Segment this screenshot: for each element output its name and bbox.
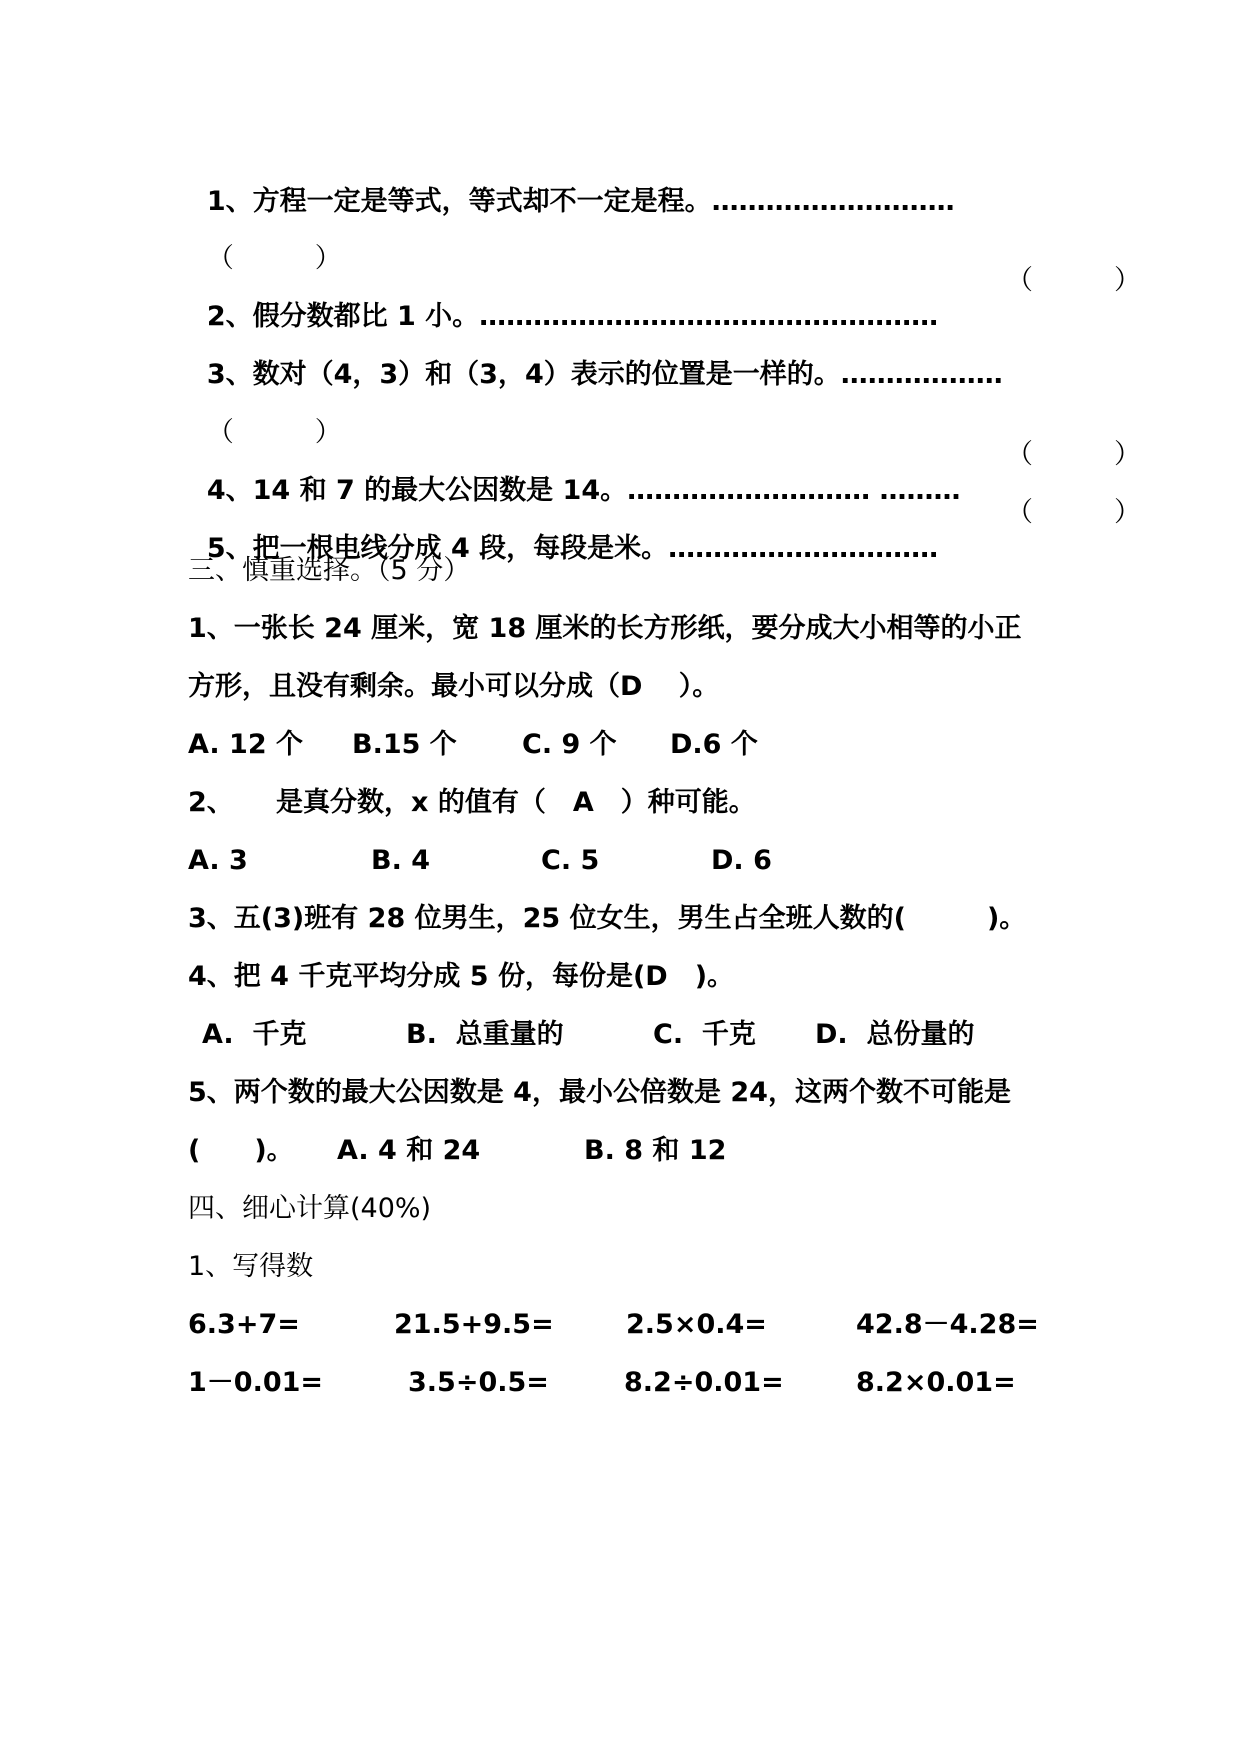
choice-q5-option-a[interactable]: A. 4 和 24 <box>337 1135 481 1166</box>
choice-q1-line1: 1、一张长 24 厘米，宽 18 厘米的长方形纸，要分成大小相等的小正 <box>188 613 1022 644</box>
judge-item-3-blank[interactable]: （ ） <box>206 417 342 448</box>
judge-item-1-blank[interactable]: （ ） <box>206 243 342 274</box>
choice-q3-text: 3、五(3)班有 28 位男生，25 位女生，男生占全班人数的( )。 <box>188 903 1027 934</box>
calc-item[interactable]: 2.5×0.4= <box>626 1309 767 1340</box>
choice-q4-option-b[interactable]: B. 总重量的 <box>406 1019 564 1050</box>
calc-item[interactable]: 21.5+9.5= <box>394 1309 554 1340</box>
calc-item[interactable]: 8.2×0.01= <box>856 1367 1016 1398</box>
section-calc-title: 四、细心计算(40%) <box>188 1193 432 1224</box>
choice-q1-option-b[interactable]: B.15 个 <box>352 729 457 760</box>
judge-item-5 <box>188 495 1141 564</box>
choice-q4-text: 4、把 4 千克平均分成 5 份，每份是(D )。 <box>188 961 735 992</box>
choice-q2-option-d[interactable]: D. 6 <box>711 845 772 876</box>
choice-q2-option-c[interactable]: C. 5 <box>541 845 600 876</box>
choice-q5-line1: 5、两个数的最大公因数是 4，最小公倍数是 24，这两个数不可能是 <box>188 1077 1011 1108</box>
judge-item-4-text: 4、14 和 7 的最大公因数是 14。……………………… ……… <box>206 475 961 506</box>
judge-item-4 <box>188 437 1141 506</box>
choice-q2-text: 是真分数，x 的值有（ A ）种可能。 <box>276 787 756 818</box>
choice-q1-option-a[interactable]: A. 12 个 <box>188 729 304 760</box>
judge-item-1-answer <box>188 205 1141 274</box>
choice-q1-option-d[interactable]: D.6 个 <box>670 729 758 760</box>
judge-item-1-text: 1、方程一定是等式，等式却不一定是程。……………………… <box>206 186 955 217</box>
calc-item[interactable]: 8.2÷0.01= <box>624 1367 784 1398</box>
judge-item-5-text: 5、把一根电线分成 4 段，每段是米。………………………… <box>206 533 939 564</box>
choice-q5-blank[interactable]: ( )。 <box>188 1135 294 1166</box>
judge-item-2 <box>188 263 1141 332</box>
choice-q4-option-d[interactable]: D. 总份量的 <box>815 1019 975 1050</box>
choice-q1-line2: 方形，且没有剩余。最小可以分成（D ）。 <box>188 671 720 702</box>
choice-q1-option-c[interactable]: C. 9 个 <box>522 729 617 760</box>
choice-q2-option-a[interactable]: A. 3 <box>188 845 248 876</box>
judge-item-2-blank[interactable]: （ ） <box>1006 265 1141 296</box>
calc-item[interactable]: 6.3+7= <box>188 1309 300 1340</box>
choice-q4-option-a[interactable]: A. 千克 <box>202 1019 307 1050</box>
judge-item-5-blank[interactable]: （ ） <box>1006 497 1141 528</box>
calc-item[interactable]: 42.8－4.28= <box>856 1309 1039 1340</box>
judge-item-3 <box>188 321 1141 390</box>
calc-item[interactable]: 1－0.01= <box>188 1367 324 1398</box>
judge-item-4-blank[interactable]: （ ） <box>1006 439 1141 470</box>
judge-item-1 <box>188 148 1141 217</box>
judge-item-2-text: 2、假分数都比 1 小。…………………………………………… <box>206 301 939 332</box>
calc-sub-title: 1、写得数 <box>188 1251 314 1282</box>
section-choice-title: 三、慎重选择。（5 分） <box>188 555 471 586</box>
choice-q5-option-b[interactable]: B. 8 和 12 <box>584 1135 727 1166</box>
choice-q2-option-b[interactable]: B. 4 <box>371 845 431 876</box>
choice-q4-option-c[interactable]: C. 千克 <box>653 1019 756 1050</box>
calc-item[interactable]: 3.5÷0.5= <box>408 1367 549 1398</box>
judge-item-3-answer <box>188 379 1141 448</box>
choice-q2-prefix: 2、 <box>188 787 234 818</box>
judge-item-3-text: 3、数对（4，3）和（3，4）表示的位置是一样的。……………… <box>206 359 1003 390</box>
